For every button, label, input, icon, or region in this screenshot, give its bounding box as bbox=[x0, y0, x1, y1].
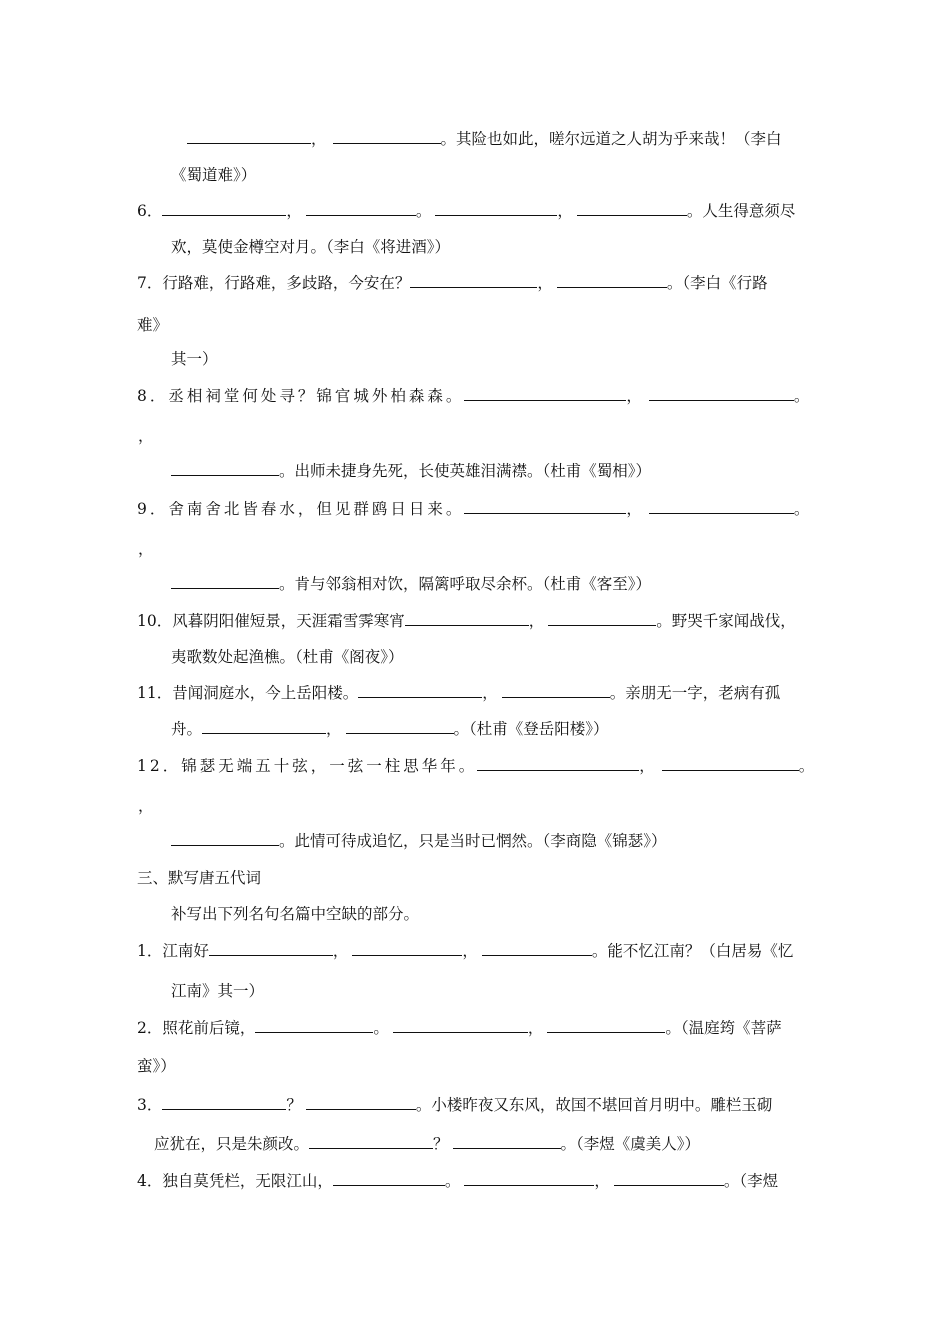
text: 2．照花前后镜， bbox=[137, 1019, 256, 1037]
item-6 bbox=[137, 199, 795, 223]
text: 。（李白《行路 bbox=[666, 274, 768, 292]
answer-blank[interactable] bbox=[464, 385, 626, 401]
line-1 bbox=[187, 127, 782, 151]
answer-blank[interactable] bbox=[547, 1017, 665, 1033]
answer-blank[interactable] bbox=[162, 1094, 286, 1110]
text: 。小楼昨夜又东风，故国不堪回首月明中。雕栏玉砌 bbox=[415, 1096, 773, 1114]
punct: ， bbox=[528, 612, 545, 630]
answer-blank[interactable] bbox=[162, 200, 286, 216]
item-7-cont2: 其一） bbox=[171, 350, 218, 368]
section-heading: 三、默写唐五代词 bbox=[137, 869, 262, 887]
punct: ？ bbox=[286, 1096, 302, 1114]
answer-blank[interactable] bbox=[346, 718, 454, 734]
text: 。此情可待成追忆，只是当时已惘然。（李商隐《锦瑟》） bbox=[279, 832, 667, 850]
ci-item-2-cont: 蛮》） bbox=[137, 1057, 176, 1075]
text: 9．舍南舍北皆春水，但见群鸥日日来。 bbox=[137, 500, 465, 518]
text: 。能不忆江南？（白居易《忆 bbox=[591, 942, 794, 960]
text: 舟。 bbox=[171, 720, 203, 738]
answer-blank[interactable] bbox=[171, 460, 279, 476]
ci-item-1-cont: 江南》其一） bbox=[171, 982, 265, 1000]
punct: ， bbox=[326, 720, 342, 738]
text: 。（温庭筠《菩萨 bbox=[665, 1019, 782, 1037]
item-7-cont: 难》 bbox=[137, 316, 169, 334]
line-2: 《蜀道难》） bbox=[171, 166, 257, 184]
text: 10．风暮阴阳催短景，天涯霜雪霁寒宵 bbox=[137, 612, 405, 630]
punct: ， bbox=[594, 1172, 610, 1190]
punct: ， bbox=[311, 130, 327, 148]
text: 7．行路难，行路难，多歧路，今安在？ bbox=[137, 274, 411, 292]
punct: ， bbox=[482, 684, 498, 702]
item-12 bbox=[137, 754, 817, 778]
answer-blank[interactable] bbox=[209, 940, 333, 956]
punct: ， bbox=[557, 202, 573, 220]
ci-item-1 bbox=[137, 939, 793, 963]
punct: ， bbox=[626, 387, 645, 405]
item-11-cont bbox=[171, 717, 609, 741]
punct: ， bbox=[286, 202, 302, 220]
text: 3． bbox=[137, 1096, 163, 1114]
text: 。（杜甫《登岳阳楼》） bbox=[453, 720, 609, 738]
punct: ， bbox=[626, 500, 645, 518]
answer-blank[interactable] bbox=[306, 1094, 416, 1110]
punct: ， bbox=[332, 942, 349, 960]
answer-blank[interactable] bbox=[435, 200, 557, 216]
answer-blank[interactable] bbox=[649, 385, 794, 401]
item-12-cont bbox=[171, 829, 667, 853]
punct: 。 bbox=[444, 1172, 461, 1190]
text: 4．独自莫凭栏，无限江山， bbox=[137, 1172, 333, 1190]
answer-blank[interactable] bbox=[453, 1133, 561, 1149]
answer-blank[interactable] bbox=[405, 610, 529, 626]
item-6-cont: 欢，莫使金樽空对月。（李白《将进酒》） bbox=[171, 238, 451, 256]
answer-blank[interactable] bbox=[482, 940, 592, 956]
item-9 bbox=[137, 497, 812, 521]
answer-blank[interactable] bbox=[649, 498, 794, 514]
answer-blank[interactable] bbox=[306, 200, 416, 216]
answer-blank[interactable] bbox=[358, 682, 482, 698]
answer-blank[interactable] bbox=[410, 272, 537, 288]
punct: 。 bbox=[415, 202, 432, 220]
item-7 bbox=[137, 271, 768, 295]
text: 。出师未捷身先死，长使英雄泪满襟。（杜甫《蜀相》） bbox=[279, 462, 652, 480]
punct: ， bbox=[527, 1019, 544, 1037]
text: 12．锦瑟无端五十弦，一弦一柱思华年。 bbox=[137, 757, 478, 775]
punct: ？ bbox=[433, 1135, 449, 1153]
item-10 bbox=[137, 609, 796, 633]
answer-blank[interactable] bbox=[187, 128, 311, 144]
text: 。其险也如此，嗟尔远道之人胡为乎来哉！（李白 bbox=[440, 130, 782, 148]
text: 。亲朋无一字，老病有孤 bbox=[609, 684, 781, 702]
answer-blank[interactable] bbox=[202, 718, 326, 734]
stray-comma: ， bbox=[138, 427, 154, 445]
answer-blank[interactable] bbox=[557, 272, 667, 288]
item-8 bbox=[137, 384, 812, 408]
text: 应犹在，只是朱颜改。 bbox=[154, 1135, 310, 1153]
answer-blank[interactable] bbox=[333, 128, 441, 144]
section-instruction: 补写出下列名句名篇中空缺的部分。 bbox=[171, 905, 420, 923]
text: 。（李煜《虞美人》） bbox=[560, 1135, 701, 1153]
punct: 。 bbox=[793, 387, 813, 405]
answer-blank[interactable] bbox=[614, 1170, 724, 1186]
answer-blank[interactable] bbox=[255, 1017, 373, 1033]
ci-item-2 bbox=[137, 1016, 782, 1040]
stray-comma: ， bbox=[138, 797, 154, 815]
text: 。野哭千家闻战伐， bbox=[656, 612, 796, 630]
ci-item-4 bbox=[137, 1169, 778, 1193]
answer-blank[interactable] bbox=[548, 610, 656, 626]
answer-blank[interactable] bbox=[171, 830, 279, 846]
answer-blank[interactable] bbox=[502, 682, 610, 698]
answer-blank[interactable] bbox=[464, 1170, 594, 1186]
answer-blank[interactable] bbox=[662, 755, 799, 771]
text: 。肯与邻翁相对饮，隔篱呼取尽余杯。（杜甫《客至》） bbox=[279, 575, 652, 593]
answer-blank[interactable] bbox=[171, 573, 279, 589]
punct: 。 bbox=[793, 500, 813, 518]
punct: 。 bbox=[798, 757, 818, 775]
ci-item-3-cont bbox=[154, 1132, 700, 1156]
text: 11．昔闻洞庭水，今上岳阳楼。 bbox=[137, 684, 359, 702]
ci-item-3 bbox=[137, 1093, 772, 1117]
text: 。（李煜 bbox=[723, 1172, 779, 1190]
answer-blank[interactable] bbox=[577, 200, 687, 216]
answer-blank[interactable] bbox=[393, 1017, 528, 1033]
answer-blank[interactable] bbox=[477, 755, 639, 771]
answer-blank[interactable] bbox=[309, 1133, 433, 1149]
item-number: 6． bbox=[137, 202, 163, 220]
item-11 bbox=[137, 681, 780, 705]
item-10-cont: 夷歌数处起渔樵。（杜甫《阁夜》） bbox=[171, 648, 404, 666]
punct: ， bbox=[537, 274, 553, 292]
item-9-cont bbox=[171, 572, 651, 596]
answer-blank[interactable] bbox=[333, 1170, 445, 1186]
punct: ， bbox=[639, 757, 658, 775]
answer-blank[interactable] bbox=[352, 940, 462, 956]
stray-comma: ， bbox=[138, 540, 154, 558]
text: 8．丞相祠堂何处寻？锦官城外柏森森。 bbox=[137, 387, 465, 405]
text: 。人生得意须尽 bbox=[686, 202, 796, 220]
item-8-cont bbox=[171, 459, 651, 483]
punct: ， bbox=[462, 942, 478, 960]
text: 1．江南好 bbox=[137, 942, 209, 960]
punct: 。 bbox=[373, 1019, 389, 1037]
answer-blank[interactable] bbox=[464, 498, 626, 514]
